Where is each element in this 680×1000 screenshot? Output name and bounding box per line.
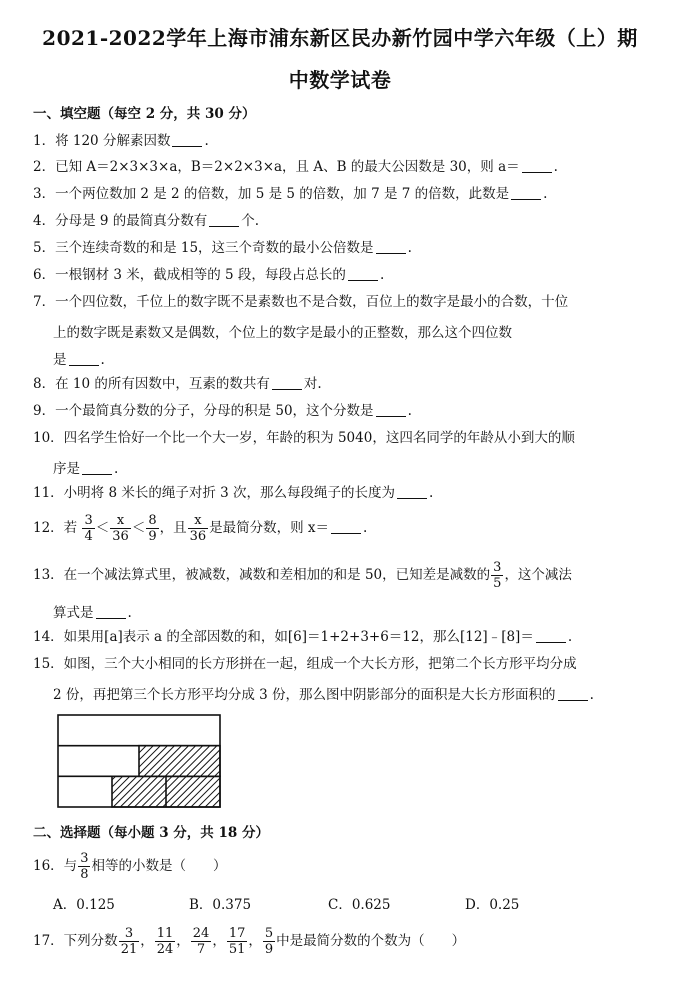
fraction: $\frac{x}{36}$ bbox=[112, 513, 129, 544]
fraction: $\frac{24}{7}$ bbox=[192, 926, 210, 957]
question-8: 8．在 10 的所有因数中，互素的数共有 对. bbox=[33, 376, 322, 392]
rectangles-figure bbox=[57, 714, 223, 810]
answer-blank[interactable] bbox=[511, 186, 541, 200]
fraction: $\frac{3}{8}$ bbox=[80, 851, 89, 882]
question-2: 2．已知 A＝2×3×3×a，B＝2×2×3×a，且 A、B 的最大公因数是 30，则 a＝ . bbox=[33, 159, 558, 175]
exam-title-line2: 中数学试卷 bbox=[288, 68, 392, 92]
shaded-half-region bbox=[139, 746, 220, 777]
fraction: $\frac{x}{36}$ bbox=[189, 513, 207, 544]
answer-blank[interactable] bbox=[209, 213, 239, 227]
question-16: 16．与 $\frac{3}{8}$ 相等的小数是（ ） bbox=[33, 851, 227, 882]
answer-blank[interactable] bbox=[69, 352, 99, 366]
answer-blank[interactable] bbox=[348, 267, 378, 281]
question-14: 14．如果用[a]表示 a 的全部因数的和，如[6]＝1+2+3+6＝12，那么[12]﹣[8]＝ . bbox=[33, 629, 573, 645]
option-d[interactable]: D．0.25 bbox=[465, 897, 520, 913]
question-7-line3: 是 . bbox=[53, 352, 105, 368]
option-c[interactable]: C．0.625 bbox=[328, 897, 391, 913]
question-15-line2: 2 份，再把第三个长方形平均分成 3 份，那么图中阴影部分的面积是大长方形面积的 . bbox=[53, 687, 594, 703]
fraction: $\frac{3}{21}$ bbox=[120, 926, 138, 957]
question-13-line1: 13．在一个减法算式里，被减数，减数和差相加的和是 50，已知差是减数的 $\frac{3}{5}$ ，这个减法 bbox=[33, 560, 572, 591]
question-13-line2: 算式是 . bbox=[53, 605, 132, 621]
fraction: $\frac{3}{4}$ bbox=[84, 513, 93, 544]
fraction: $\frac{11}{24}$ bbox=[156, 926, 174, 957]
fraction: $\frac{17}{51}$ bbox=[228, 926, 246, 957]
answer-blank[interactable] bbox=[376, 240, 406, 254]
section-fill-in-heading: 一、填空题（每空 2 分，共 30 分） bbox=[33, 106, 256, 122]
question-10-line1: 10．四名学生恰好一个比一个大一岁，年龄的积为 5040，这四名同学的年龄从小到大的顺 bbox=[33, 430, 575, 446]
section-choice-heading: 二、选择题（每小题 3 分，共 18 分） bbox=[33, 825, 269, 841]
fraction: $\frac{8}{9}$ bbox=[148, 513, 157, 544]
question-10-line2: 序是 . bbox=[53, 461, 119, 477]
answer-blank[interactable] bbox=[82, 461, 112, 475]
answer-blank[interactable] bbox=[331, 520, 361, 534]
question-7-line1: 7．一个四位数，千位上的数字既不是素数也不是合数，百位上的数字是最小的合数，十位 bbox=[33, 294, 569, 310]
question-4: 4．分母是 9 的最简真分数有 个. bbox=[33, 213, 260, 229]
fraction: $\frac{3}{5}$ bbox=[493, 560, 502, 591]
answer-blank[interactable] bbox=[536, 629, 566, 643]
answer-blank[interactable] bbox=[558, 687, 588, 701]
option-a[interactable]: A．0.125 bbox=[53, 897, 115, 913]
question-15-line1: 15．如图，三个大小相同的长方形拼在一起，组成一个大长方形，把第二个长方形平均分成 bbox=[33, 656, 577, 672]
question-6: 6．一根钢材 3 米，截成相等的 5 段，每段占总长的 . bbox=[33, 267, 385, 283]
answer-blank[interactable] bbox=[397, 485, 427, 499]
exam-title-line1: 2021-2022学年上海市浦东新区民办新竹园中学六年级（上）期 bbox=[42, 26, 638, 50]
question-5: 5．三个连续奇数的和是 15，这三个奇数的最小公倍数是 . bbox=[33, 240, 412, 256]
answer-blank[interactable] bbox=[172, 133, 202, 147]
answer-blank[interactable] bbox=[376, 403, 406, 417]
question-3: 3．一个两位数加 2 是 2 的倍数，加 5 是 5 的倍数，加 7 是 7 的倍数，此数是 . bbox=[33, 186, 548, 202]
answer-blank[interactable] bbox=[96, 605, 126, 619]
question-7-line2: 上的数字既是素数又是偶数，个位上的数字是最小的正整数，那么这个四位数 bbox=[53, 325, 512, 341]
fraction: $\frac{5}{9}$ bbox=[264, 926, 274, 957]
question-1: 1．将 120 分解素因数 . bbox=[33, 133, 209, 149]
answer-blank[interactable] bbox=[522, 159, 552, 173]
question-17: 17．下列分数 $\frac{3}{21}$ ， $\frac{11}{24}$ ， $\frac{24}{7}$ ， $\frac{17}{51}$ ， $\frac{5}{9}$ 中是最简分数的个数为（ ） bbox=[33, 926, 466, 957]
question-12: 12．若 $\frac{3}{4}$ ＜ $\frac{x}{36}$ ＜ $\frac{8}{9}$ ，且 $\frac{x}{36}$ 是最简分数，则 x＝ . bbox=[33, 513, 368, 544]
question-9: 9．一个最简真分数的分子，分母的积是 50，这个分数是 . bbox=[33, 403, 412, 419]
option-b[interactable]: B．0.375 bbox=[189, 897, 252, 913]
answer-blank[interactable] bbox=[272, 376, 302, 390]
question-11: 11．小明将 8 米长的绳子对折 3 次，那么每段绳子的长度为 . bbox=[33, 485, 434, 501]
